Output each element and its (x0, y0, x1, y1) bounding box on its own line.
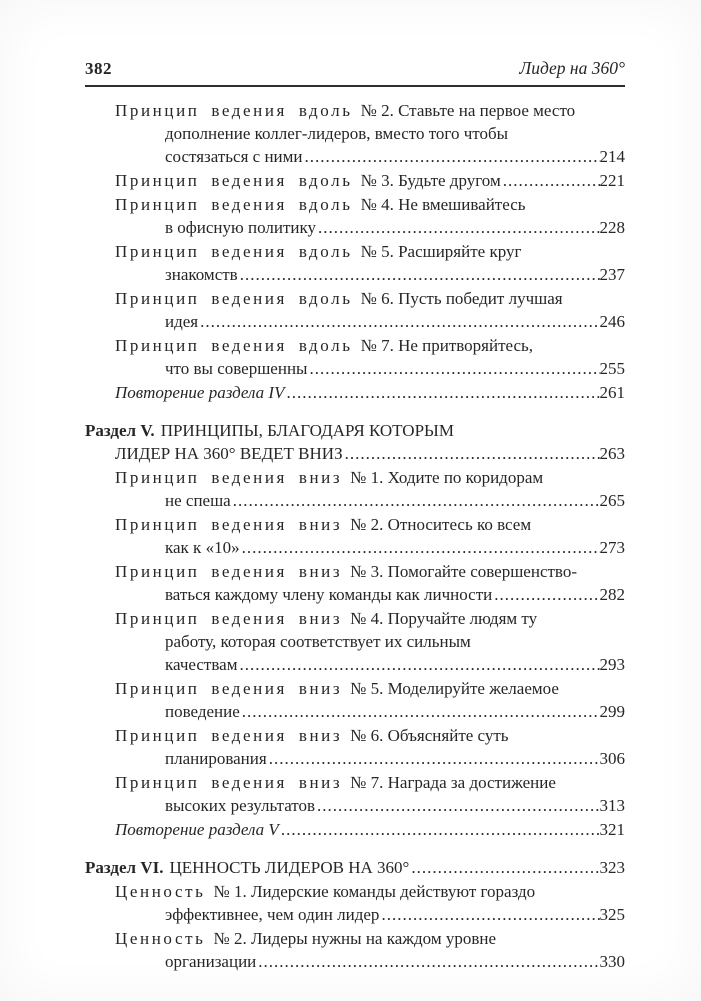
entry-text: № 2. Лидеры нужны на каждом уровне (213, 929, 497, 948)
toc-entry (85, 193, 625, 239)
entry-line (115, 818, 625, 841)
page-ref: 228 (599, 218, 625, 237)
running-head (85, 58, 625, 87)
entry-line (165, 794, 625, 817)
dot-leader (242, 536, 600, 559)
dot-leader (233, 489, 600, 512)
toc (85, 99, 625, 973)
entry-text: № 3. Будьте другом (360, 171, 501, 190)
entry-lead: Принцип ведения вдоль (115, 195, 353, 214)
entry-text: знакомств (165, 265, 238, 284)
entry-lead: Ценность (115, 882, 206, 901)
entry-line (115, 99, 625, 122)
dot-leader (411, 856, 599, 879)
entry-text: как к «10» (165, 538, 240, 557)
entry-line (165, 653, 625, 676)
page-number: 382 (85, 59, 112, 78)
toc-review-entry (85, 818, 625, 841)
page-ref: 237 (599, 265, 625, 284)
entry-text: № 3. Помогайте совершенство- (350, 562, 577, 581)
dot-leader (281, 818, 600, 841)
entry-text: поведение (165, 702, 240, 721)
dot-leader (309, 357, 599, 380)
entry-text: работу, которая соответствует их сильным (165, 632, 471, 651)
entry-text: эффективнее, чем один лидер (165, 905, 380, 924)
page-ref: 273 (599, 538, 625, 557)
entry-text: № 1. Ходите по коридорам (350, 468, 544, 487)
page-ref: 321 (599, 820, 625, 839)
entry-lead: Принцип ведения вниз (115, 773, 343, 792)
entry-text: высоких результатов (165, 796, 316, 815)
entry-line (165, 950, 625, 973)
entry-line (165, 630, 625, 653)
page-ref: 299 (599, 702, 625, 721)
entry-text: № 6. Пусть победит лучшая (360, 289, 563, 308)
entry-lead: Принцип ведения вниз (115, 726, 343, 745)
toc-entry (85, 334, 625, 380)
entry-line (85, 419, 625, 442)
toc-entry (85, 724, 625, 770)
dot-leader (200, 310, 599, 333)
dot-leader (286, 381, 599, 404)
entry-text: ваться каждому члену команды как личности (165, 585, 493, 604)
page-ref: 255 (599, 359, 625, 378)
entry-line (115, 771, 625, 794)
entry-text: планирования (165, 749, 267, 768)
toc-entry (85, 607, 625, 676)
entry-line (115, 607, 625, 630)
entry-lead: Принцип ведения вниз (115, 609, 343, 628)
dot-leader (239, 653, 599, 676)
dot-leader (258, 950, 599, 973)
entry-lead: Принцип ведения вдоль (115, 171, 353, 190)
entry-text: № 2. Ставьте на первое место (360, 101, 576, 120)
toc-entry (85, 240, 625, 286)
entry-lead: Принцип ведения вдоль (115, 101, 353, 120)
entry-text: качествам (165, 655, 238, 674)
entry-line (115, 927, 625, 950)
entry-line (115, 442, 625, 465)
entry-text: № 1. Лидерские команды действуют гораздо (213, 882, 536, 901)
toc-section-heading (85, 419, 625, 465)
entry-line (165, 489, 625, 512)
entry-line (115, 287, 625, 310)
entry-text: Повторение раздела V (115, 820, 279, 839)
entry-line (115, 466, 625, 489)
dot-leader (503, 169, 600, 192)
page-ref: 330 (599, 952, 625, 971)
page-ref: 306 (599, 749, 625, 768)
entry-line (115, 513, 625, 536)
entry-text: в офисную политику (165, 218, 316, 237)
entry-line (165, 145, 625, 168)
toc-section-heading (85, 856, 625, 879)
section-label: Раздел VI. (85, 858, 164, 877)
entry-line (165, 583, 625, 606)
entry-line (165, 216, 625, 239)
entry-line (165, 903, 625, 926)
entry-text: № 4. Поручайте людям ту (350, 609, 538, 628)
toc-review-entry (85, 381, 625, 404)
section-label: Раздел V. (85, 421, 155, 440)
entry-text: ЦЕННОСТЬ ЛИДЕРОВ НА 360° (169, 858, 410, 877)
entry-lead: Принцип ведения вниз (115, 468, 343, 487)
entry-text: что вы совершенны (165, 359, 308, 378)
entry-line (165, 122, 625, 145)
dot-leader (494, 583, 599, 606)
toc-entry (85, 513, 625, 559)
entry-line (115, 381, 625, 404)
entry-text: № 7. Награда за достижение (350, 773, 556, 792)
toc-entry (85, 466, 625, 512)
entry-line (165, 357, 625, 380)
toc-entry (85, 771, 625, 817)
entry-lead: Ценность (115, 929, 206, 948)
toc-entry (85, 99, 625, 168)
entry-lead: Принцип ведения вдоль (115, 289, 353, 308)
entry-lead: Принцип ведения вниз (115, 562, 343, 581)
entry-line (115, 193, 625, 216)
entry-text: ЛИДЕР НА 360° ВЕДЕТ ВНИЗ (115, 444, 343, 463)
entry-lead: Принцип ведения вдоль (115, 336, 353, 355)
page-ref: 282 (599, 585, 625, 604)
toc-entry (85, 677, 625, 723)
entry-line (115, 677, 625, 700)
entry-text: № 2. Относитесь ко всем (350, 515, 532, 534)
entry-text: не спеша (165, 491, 231, 510)
entry-lead: Принцип ведения вниз (115, 679, 343, 698)
entry-text: Повторение раздела IV (115, 383, 285, 402)
dot-leader (269, 747, 600, 770)
entry-line (115, 169, 625, 192)
entry-text: № 5. Моделируйте желаемое (350, 679, 559, 698)
page-ref: 263 (599, 444, 625, 463)
entry-line (85, 856, 625, 879)
toc-entry (85, 927, 625, 973)
entry-text: № 5. Расширяйте круг (360, 242, 522, 261)
dot-leader (305, 145, 600, 168)
toc-entry (85, 880, 625, 926)
page-ref: 221 (599, 171, 625, 190)
toc-entry (85, 287, 625, 333)
page-ref: 214 (599, 147, 625, 166)
entry-lead: Принцип ведения вниз (115, 515, 343, 534)
entry-line (115, 560, 625, 583)
page-ref: 325 (599, 905, 625, 924)
entry-text: № 4. Не вмешивайтесь (360, 195, 526, 214)
dot-leader (242, 700, 600, 723)
dot-leader (318, 216, 600, 239)
entry-lead: Принцип ведения вдоль (115, 242, 353, 261)
running-title: Лидер на 360° (519, 58, 625, 78)
entry-line (115, 880, 625, 903)
entry-line (165, 263, 625, 286)
toc-entry (85, 560, 625, 606)
dot-leader (381, 903, 599, 926)
entry-text: идея (165, 312, 199, 331)
page-ref: 323 (599, 858, 625, 877)
page-ref: 246 (599, 312, 625, 331)
page-ref: 293 (599, 655, 625, 674)
entry-text: дополнение коллег-лидеров, вместо того чтобы (165, 124, 509, 143)
entry-line (115, 240, 625, 263)
entry-text: № 7. Не притворяйтесь, (360, 336, 534, 355)
entry-line (165, 536, 625, 559)
entry-line (115, 334, 625, 357)
entry-text: организации (165, 952, 257, 971)
entry-line (165, 700, 625, 723)
entry-text: ПРИНЦИПЫ, БЛАГОДАРЯ КОТОРЫМ (160, 421, 454, 440)
toc-entry (85, 169, 625, 192)
entry-line (165, 747, 625, 770)
page-content (85, 58, 625, 973)
entry-line (165, 310, 625, 333)
entry-text: № 6. Объясняйте суть (350, 726, 509, 745)
page-ref: 313 (599, 796, 625, 815)
dot-leader (345, 442, 600, 465)
dot-leader (240, 263, 600, 286)
dot-leader (317, 794, 599, 817)
entry-text: состязаться с ними (165, 147, 303, 166)
entry-line (115, 724, 625, 747)
page-ref: 265 (599, 491, 625, 510)
page-ref: 261 (599, 383, 625, 402)
